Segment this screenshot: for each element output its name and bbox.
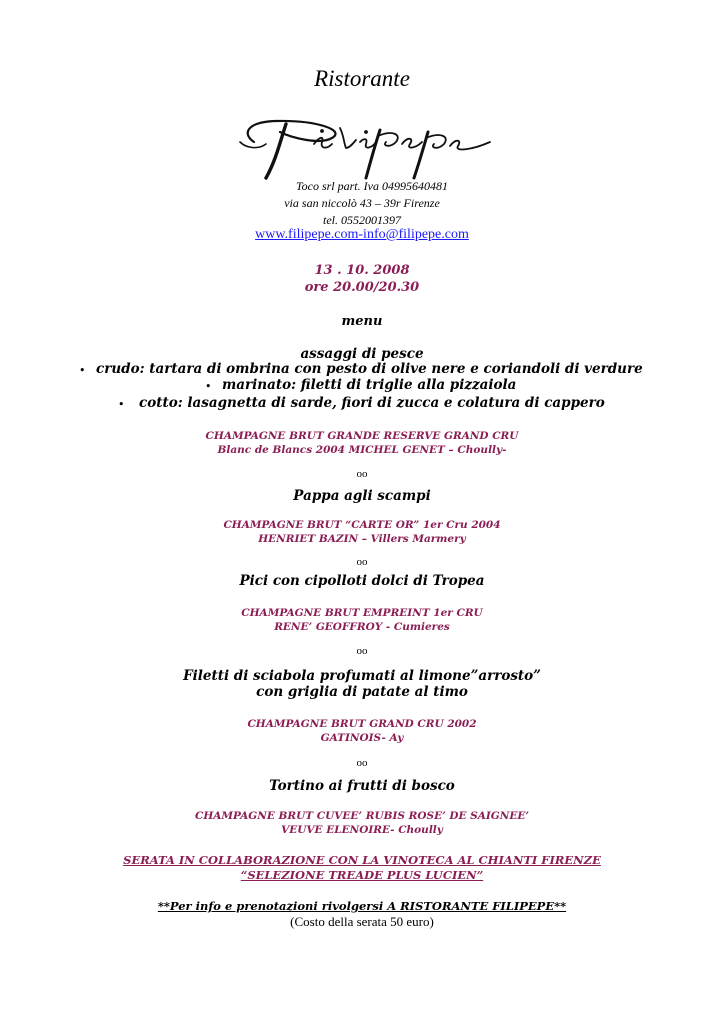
wine-3-producer: RENE’ GEOFFROY - Cumieres [274, 621, 450, 633]
phone: tel. 0552001397 [323, 213, 401, 227]
bullet-icon: • [79, 364, 86, 377]
booking-info: **Per info e prenotazioni rivolgersi A RISTORANTE FILIPEPE** [157, 899, 567, 913]
starter-item-cotto: cotto: lasagnetta di sarde, fiori di zucca e colatura di cappero [139, 395, 605, 411]
dish-pici: Pici con cipolloti dolci di Tropea [239, 573, 485, 589]
wine-3-name: CHAMPAGNE BRUT EMPREINT 1er CRU [241, 607, 483, 619]
starter-item-crudo: crudo: tartara di ombrina con pesto di olive nere e coriandoli di verdure [96, 361, 643, 377]
separator: oo [356, 645, 368, 657]
wine-1-name: CHAMPAGNE BRUT GRANDE RESERVE GRAND CRU [205, 430, 519, 442]
website-link[interactable]: www.filipepe.com-info@filipepe.com [255, 227, 469, 242]
separator: oo [356, 556, 368, 568]
dish-tortino: Tortino ai frutti di bosco [269, 778, 455, 794]
separator: oo [356, 468, 368, 480]
dish-pappa: Pappa agli scampi [293, 488, 431, 504]
menu-heading: menu [341, 314, 383, 329]
wine-5-producer: VEUVE ELENOIRE- Choully [281, 824, 443, 836]
dish-filetti-side: con griglia di patate al timo [256, 684, 468, 700]
restaurant-title: Ristorante [314, 66, 410, 91]
collaboration-note: SERATA IN COLLABORAZIONE CON LA VINOTECA AL CHIANTI FIRENZE [123, 853, 601, 867]
filipepe-logo [236, 112, 492, 182]
wine-1-producer: Blanc de Blancs 2004 MICHEL GENET – Choully- [217, 444, 507, 456]
address: via san niccolò 43 – 39r Firenze [284, 196, 440, 210]
wine-4-name: CHAMPAGNE BRUT GRAND CRU 2002 [247, 718, 477, 730]
starter-item-marinato: marinato: filetti di triglie alla pizzaiola [222, 377, 517, 393]
wine-5-name: CHAMPAGNE BRUT CUVEE’ RUBIS ROSE’ DE SAIGNEE’ [194, 810, 530, 822]
wine-4-producer: GATINOIS- Ay [320, 732, 404, 744]
wine-2-producer: HENRIET BAZIN – Villers Marmery [258, 533, 466, 545]
bullet-icon: • [118, 398, 125, 411]
company-info: Toco srl part. Iva 04995640481 [296, 179, 448, 193]
collaboration-selection: “SELEZIONE TREADE PLUS LUCIEN” [240, 868, 484, 882]
event-date: 13 . 10. 2008 [314, 263, 410, 278]
bullet-icon: • [205, 380, 212, 393]
dish-filetti: Filetti di sciabola profumati al limone”arrosto” [183, 668, 541, 684]
separator: oo [356, 757, 368, 769]
evening-cost: (Costo della serata 50 euro) [290, 914, 434, 929]
wine-2-name: CHAMPAGNE BRUT “CARTE OR” 1er Cru 2004 [223, 519, 501, 531]
event-time: ore 20.00/20.30 [304, 280, 420, 295]
starter-title: assaggi di pesce [300, 346, 424, 362]
